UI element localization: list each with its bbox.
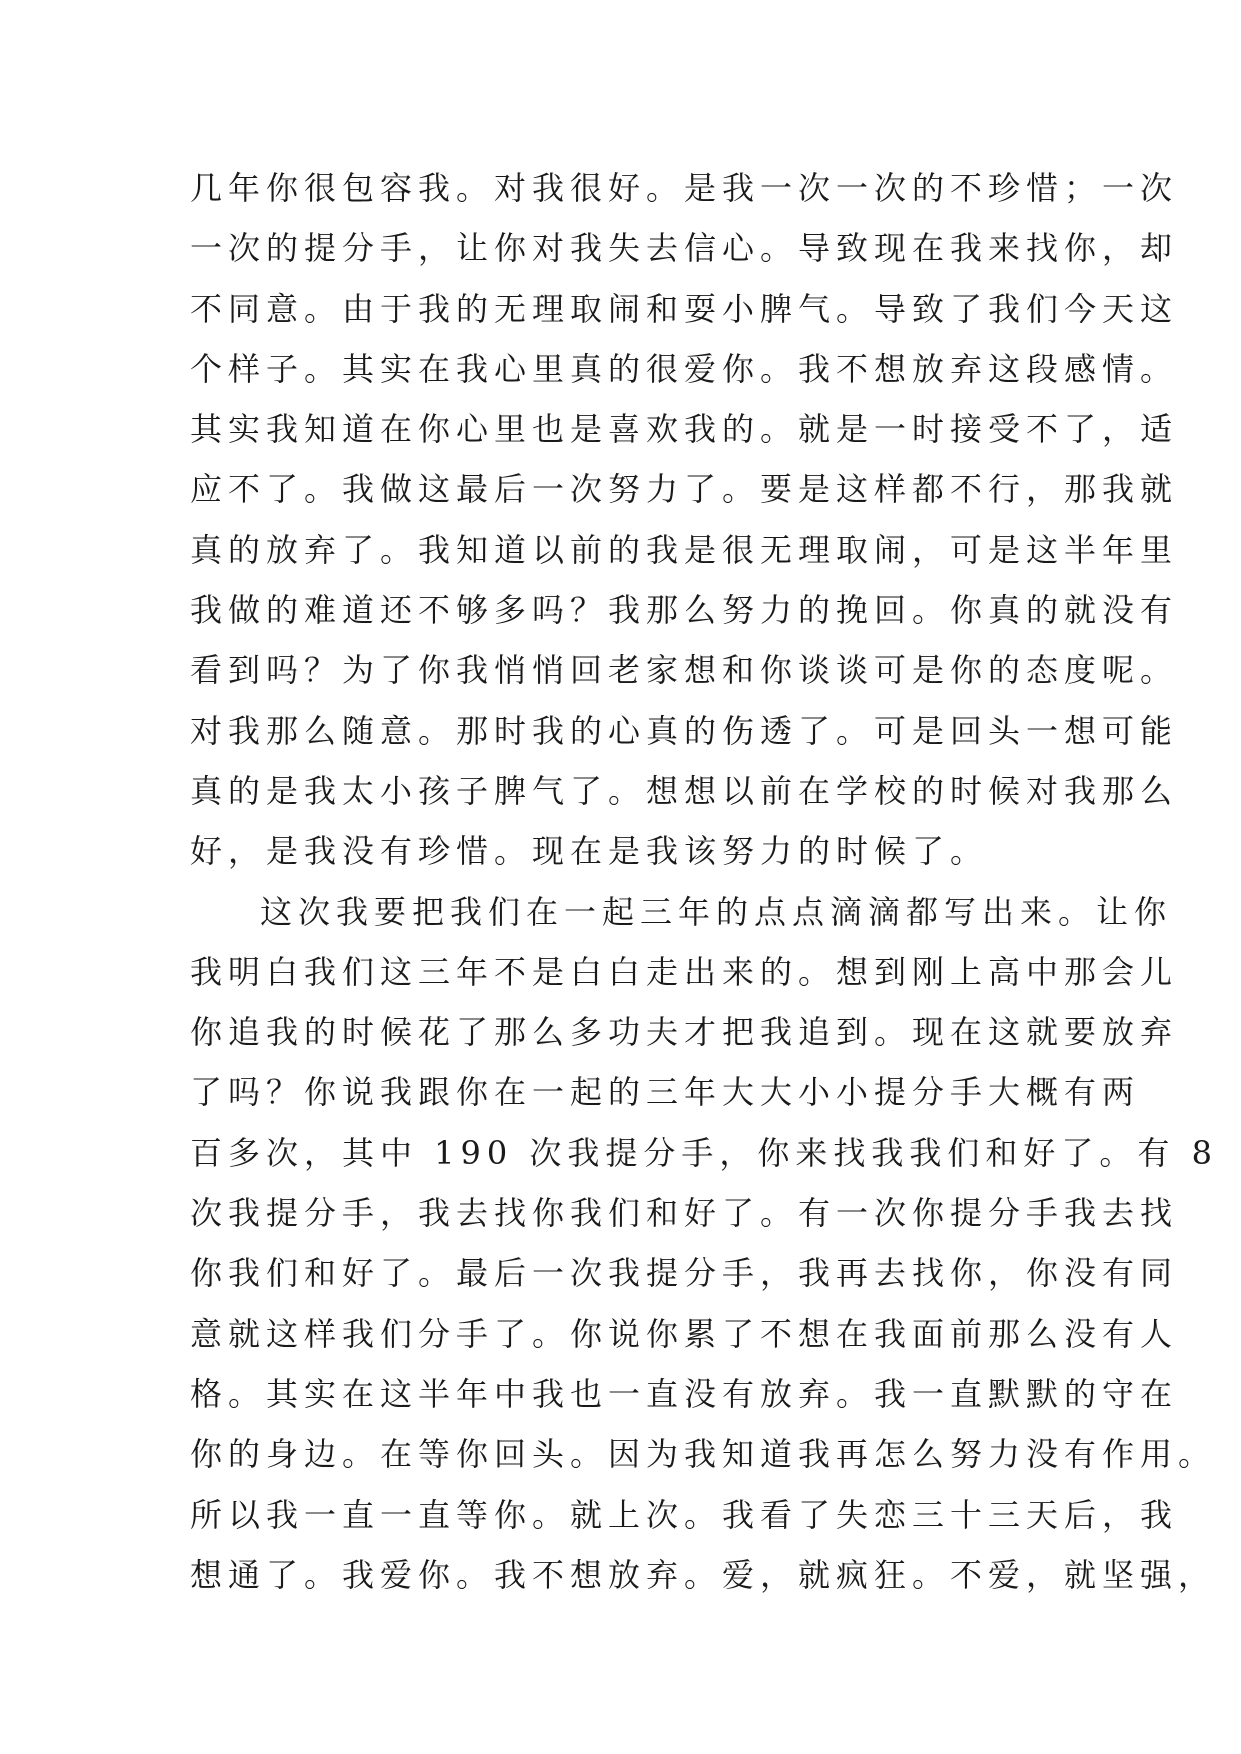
text-line: 你的身边。在等你回头。因为我知道我再怎么努力没有作用。	[190, 1435, 1217, 1474]
text-line: 格。其实在这半年中我也一直没有放弃。我一直默默的守在	[190, 1374, 1179, 1413]
text-line: 意就这样我们分手了。你说你累了不想在我面前那么没有人	[190, 1314, 1179, 1353]
text-line: 几年你很包容我。对我很好。是我一次一次的不珍惜；一次	[190, 169, 1179, 207]
text-line: 你我们和好了。最后一次我提分手，我再去找你，你没有同	[190, 1254, 1179, 1293]
text-line: 个样子。其实在我心里真的很爱你。我不想放弃这段感情。	[190, 349, 1179, 388]
text-line: 了吗？你说我跟你在一起的三年大大小小提分手大概有两	[190, 1073, 1141, 1112]
text-line: 所以我一直一直等你。就上次。我看了失恋三十三天后，我	[190, 1495, 1179, 1534]
text-line: 我做的难道还不够多吗？我那么努力的挽回。你真的就没有	[190, 591, 1179, 630]
text-line: 对我那么随意。那时我的心真的伤透了。可是回头一想可能	[190, 711, 1179, 750]
text-line: 看到吗？为了你我悄悄回老家想和你谈谈可是你的态度呢。	[190, 651, 1179, 690]
text-line: 次我提分手，我去找你我们和好了。有一次你提分手我去找	[190, 1194, 1179, 1233]
text-line: 百多次，其中 190 次我提分手，你来找我我们和好了。有 8	[190, 1133, 1218, 1172]
text-line: 真的放弃了。我知道以前的我是很无理取闹，可是这半年里	[190, 530, 1179, 569]
text-line: 不同意。由于我的无理取闹和耍小脾气。导致了我们今天这	[190, 289, 1179, 328]
text-line: 你追我的时候花了那么多功夫才把我追到。现在这就要放弃	[190, 1013, 1179, 1052]
paragraph-1	[190, 158, 1179, 882]
text-line: 真的是我太小孩子脾气了。想想以前在学校的时候对我那么	[190, 771, 1179, 810]
text-line: 其实我知道在你心里也是喜欢我的。就是一时接受不了，适	[190, 410, 1179, 449]
text-line-indented: 这次我要把我们在一起三年的点点滴滴都写出来。让你	[260, 892, 1173, 931]
document-body	[190, 158, 1218, 1605]
text-line: 应不了。我做这最后一次努力了。要是这样都不行，那我就	[190, 470, 1179, 509]
text-line: 一次的提分手，让你对我失去信心。导致现在我来找你，却	[190, 229, 1179, 268]
text-line: 我明白我们这三年不是白白走出来的。想到刚上高中那会儿	[190, 952, 1179, 991]
text-line: 好，是我没有珍惜。现在是我该努力的时候了。	[190, 832, 989, 871]
paragraph-2	[190, 882, 1218, 1606]
text-line: 想通了。我爱你。我不想放弃。爱，就疯狂。不爱，就坚强，	[190, 1555, 1217, 1594]
